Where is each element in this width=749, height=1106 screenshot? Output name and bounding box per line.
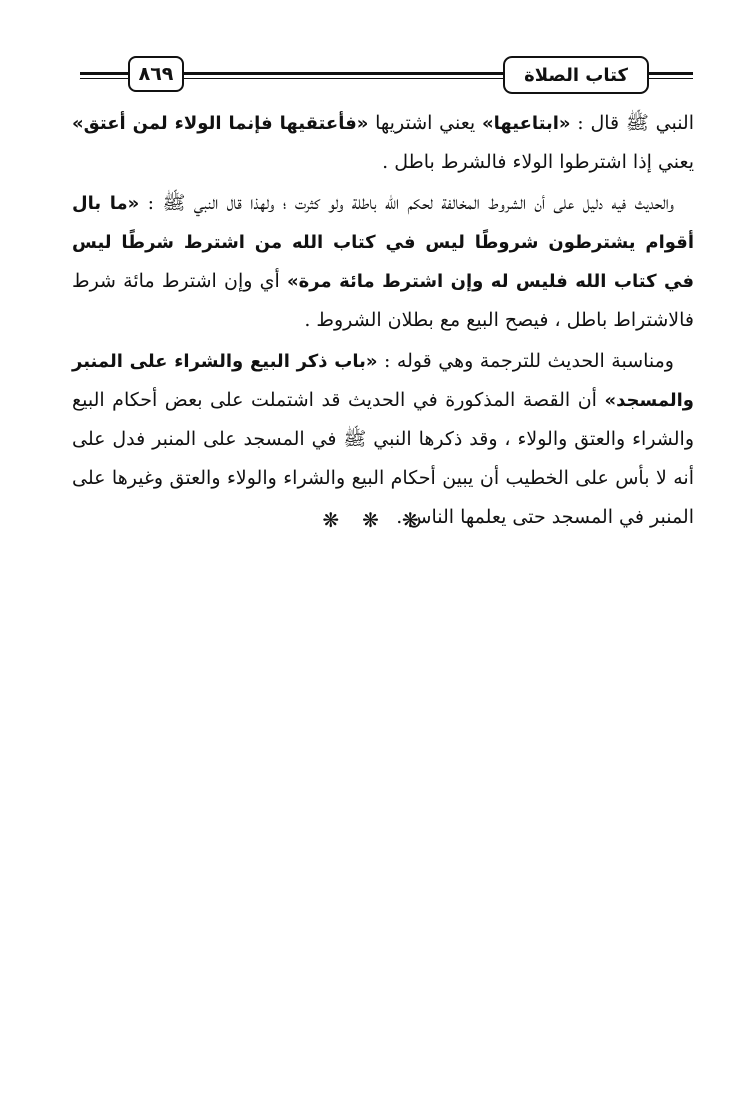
header-rule-middle-thin bbox=[178, 78, 508, 79]
header-rule-middle-thick bbox=[178, 72, 508, 75]
text-segment: يعني إذا اشترطوا الولاء فالشرط باطل . bbox=[382, 151, 694, 173]
main-text bbox=[72, 104, 694, 539]
hadith-quote: «ما بال أقوام يشترطون شروطًا ليس في كتاب الله من اشترط شرطًا ليس في كتاب الله فليس له وإن اشترط مائة مرة» bbox=[72, 193, 694, 292]
text-segment: أن القصة المذكورة في الحديث قد اشتملت على بعض أحكام البيع والشراء والعتق والولاء ، وقد ذكرها النبي ﷺ في المسجد على المنبر فدل على أنه لا بأس على الخطيب أن يبين أحكام البيع والشراء والولاء والعتق وغيرها على المنبر في المسجد حتى يعلمها الناس . bbox=[72, 389, 694, 528]
paragraph-2 bbox=[72, 184, 694, 340]
page-number: ٨٦٩ bbox=[128, 56, 184, 92]
text-segment: ومناسبة الحديث للترجمة وهي قوله : bbox=[377, 350, 674, 372]
hadith-quote: «ابتاعيها» bbox=[481, 113, 571, 134]
text-segment: أي وإن اشترط مائة شرط فالاشتراط باطل ، فيصح البيع مع بطلان الشروط . bbox=[72, 270, 694, 331]
hadith-quote: «فأعتقيها فإنما الولاء لمن أعتق» bbox=[72, 113, 369, 134]
header-rule-left-thin bbox=[80, 78, 132, 79]
header-rule-right-thin bbox=[645, 78, 693, 79]
chapter-title: كتاب الصلاة bbox=[503, 56, 649, 94]
text-segment: النبي ﷺ قال : bbox=[570, 112, 694, 134]
section-separator: ❋ ❋ ❋ bbox=[322, 508, 427, 532]
text-segment: والحديث فيه دليل على أن الشروط المخالفة لحكم الله باطلة ولو كثرت ؛ ولهذا قال النبي ﷺ : bbox=[139, 192, 674, 214]
paragraph-1 bbox=[72, 104, 694, 182]
header-rule-right-thick bbox=[645, 72, 693, 75]
header-rule-left-thick bbox=[80, 72, 132, 75]
text-segment: يعني اشتريها bbox=[368, 112, 482, 134]
chapter-heading-quote: «باب ذكر البيع والشراء على المنبر والمسجد» bbox=[72, 351, 694, 411]
